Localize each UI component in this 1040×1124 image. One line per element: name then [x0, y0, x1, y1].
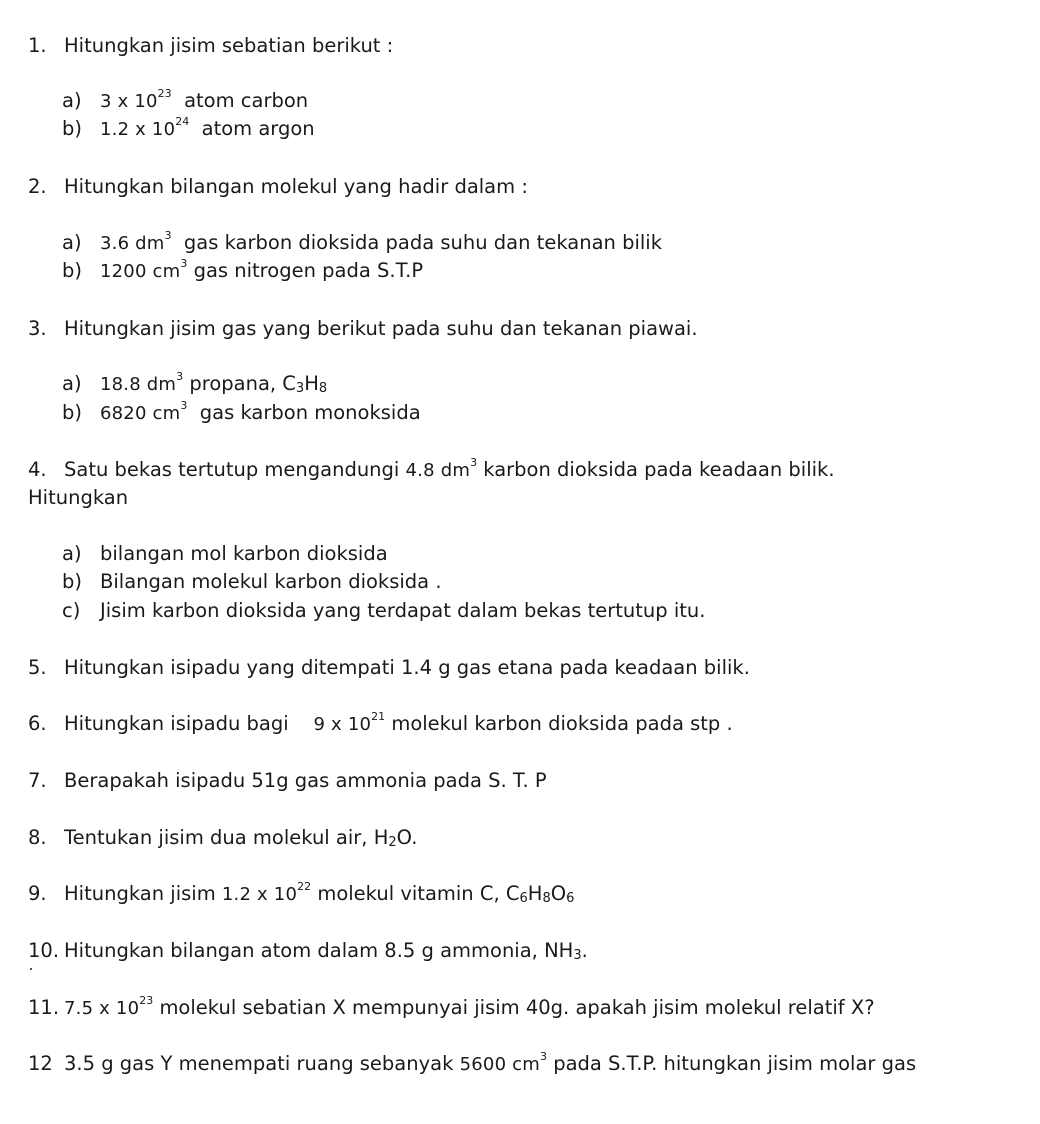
chem-subscript: 8 — [542, 891, 551, 906]
question-2a — [62, 231, 662, 255]
sub-text: Jisim karbon dioksida yang terdapat dalam bekas tertutup itu. — [100, 599, 706, 622]
question-text-end: . — [581, 939, 588, 962]
question-number: 9. — [28, 882, 47, 905]
math-value: 1.2 x 10 — [221, 884, 298, 905]
question-1b — [62, 117, 315, 141]
question-number: 2. — [28, 175, 47, 198]
math-value: 9 x 10 — [313, 714, 372, 735]
question-number: 5. — [28, 656, 47, 679]
question-text-cont: pada S.T.P. hitungkan jisim molar gas — [553, 1052, 917, 1075]
exponent: 3 — [180, 257, 188, 270]
question-3 — [28, 317, 698, 340]
question-text: molekul sebatian X mempunyai jisim 40g. apakah jisim molekul relatif X? — [159, 996, 875, 1019]
math-value: 1.2 x 10 — [100, 119, 176, 140]
question-10 — [28, 939, 588, 962]
question-number: 7. — [28, 769, 47, 792]
exponent: 3 — [180, 399, 188, 412]
question-3b — [62, 401, 421, 425]
sub-letter: b) — [62, 117, 82, 140]
sub-text: Bilangan molekul karbon dioksida . — [100, 570, 442, 593]
exponent: 3 — [470, 456, 478, 469]
question-text: 3.5 g gas Y menempati ruang sebanyak — [64, 1052, 454, 1075]
sub-text: atom carbon — [184, 89, 309, 112]
sub-letter: b) — [62, 259, 82, 282]
question-2b — [62, 259, 423, 283]
question-5 — [28, 656, 750, 679]
question-text-cont: karbon dioksida pada keadaan bilik. — [483, 458, 835, 481]
question-text-cont: molekul karbon dioksida pada stp . — [391, 712, 733, 735]
question-12 — [28, 1052, 916, 1076]
question-text: Hitungkan jisim gas yang berikut pada suhu dan tekanan piawai. — [64, 317, 698, 340]
math-value: 3 x 10 — [100, 91, 158, 112]
question-4c — [62, 599, 705, 622]
question-number: 4. — [28, 458, 47, 481]
sub-letter: b) — [62, 401, 82, 424]
sub-text: gas nitrogen pada S.T.P — [193, 259, 424, 282]
sub-letter: c) — [62, 599, 81, 622]
sub-text: propana, C — [189, 372, 296, 395]
question-text: Hitungkan jisim sebatian berikut : — [64, 34, 394, 57]
question-text: Hitungkan isipadu bagi — [64, 712, 289, 735]
math-value: 18.8 dm — [100, 374, 177, 395]
sub-letter: a) — [62, 542, 82, 565]
exponent: 22 — [297, 880, 312, 893]
exponent: 23 — [139, 994, 154, 1007]
sub-letter: a) — [62, 89, 82, 112]
sub-text: atom argon — [201, 117, 315, 140]
chem-element: O — [550, 882, 567, 905]
question-text: Satu bekas tertutup mengandungi — [64, 458, 400, 481]
question-text: Hitungkan isipadu yang ditempati 1.4 g gas etana pada keadaan bilik. — [64, 656, 750, 679]
question-4 — [28, 458, 835, 482]
chem-subscript: 8 — [318, 381, 328, 396]
question-text: Hitungkan — [28, 486, 129, 509]
sub-text: gas karbon monoksida — [199, 401, 421, 424]
math-value: 6820 cm — [100, 403, 181, 424]
question-text-cont: molekul vitamin C, C — [317, 882, 520, 905]
chem-subscript: 3 — [295, 381, 305, 396]
chem-subscript: 6 — [519, 891, 528, 906]
math-value: 4.8 dm — [405, 460, 471, 481]
sub-letter: b) — [62, 570, 82, 593]
math-value: 7.5 x 10 — [64, 998, 140, 1019]
question-text: Tentukan jisim dua molekul air, H — [64, 826, 389, 849]
chem-subscript: 3 — [573, 948, 582, 963]
sub-text: bilangan mol karbon dioksida — [100, 542, 388, 565]
question-number: 6. — [28, 712, 47, 735]
question-number: 3. — [28, 317, 47, 340]
stray-dot — [30, 968, 32, 970]
question-3a — [62, 372, 327, 396]
question-1 — [28, 34, 393, 57]
question-1a — [62, 89, 308, 113]
chem-subscript: 2 — [388, 835, 397, 850]
question-number: 12 — [28, 1052, 53, 1075]
exponent: 24 — [175, 115, 190, 128]
question-text: Hitungkan jisim — [64, 882, 216, 905]
question-4a — [62, 542, 388, 565]
question-text-end: O. — [396, 826, 418, 849]
question-11 — [28, 996, 875, 1020]
sub-letter: a) — [62, 231, 82, 254]
question-number: 11. — [28, 996, 60, 1019]
exponent: 3 — [164, 229, 172, 242]
question-text: Hitungkan bilangan molekul yang hadir dalam : — [64, 175, 528, 198]
chem-element: H — [527, 882, 543, 905]
question-7 — [28, 769, 547, 792]
question-8 — [28, 826, 417, 849]
chem-subscript: 6 — [566, 891, 575, 906]
math-value: 5600 cm — [459, 1054, 540, 1075]
exponent: 21 — [371, 710, 386, 723]
exponent: 3 — [176, 370, 184, 383]
question-4b — [62, 570, 442, 593]
chem-element: H — [304, 372, 319, 395]
question-9 — [28, 882, 574, 906]
question-2 — [28, 175, 528, 198]
question-4-line2 — [28, 486, 128, 509]
question-text: Berapakah isipadu 51g gas ammonia pada S. T. P — [64, 769, 547, 792]
exponent: 23 — [157, 87, 172, 100]
question-number: 8. — [28, 826, 47, 849]
sub-text: gas karbon dioksida pada suhu dan tekanan bilik — [183, 231, 663, 254]
question-number: 1. — [28, 34, 47, 57]
question-6 — [28, 712, 733, 736]
math-value: 1200 cm — [100, 261, 181, 282]
exponent: 3 — [539, 1050, 547, 1063]
sub-letter: a) — [62, 372, 82, 395]
question-number: 10. — [28, 939, 60, 962]
question-text: Hitungkan bilangan atom dalam 8.5 g ammonia, NH — [64, 939, 574, 962]
math-value: 3.6 dm — [100, 233, 165, 254]
